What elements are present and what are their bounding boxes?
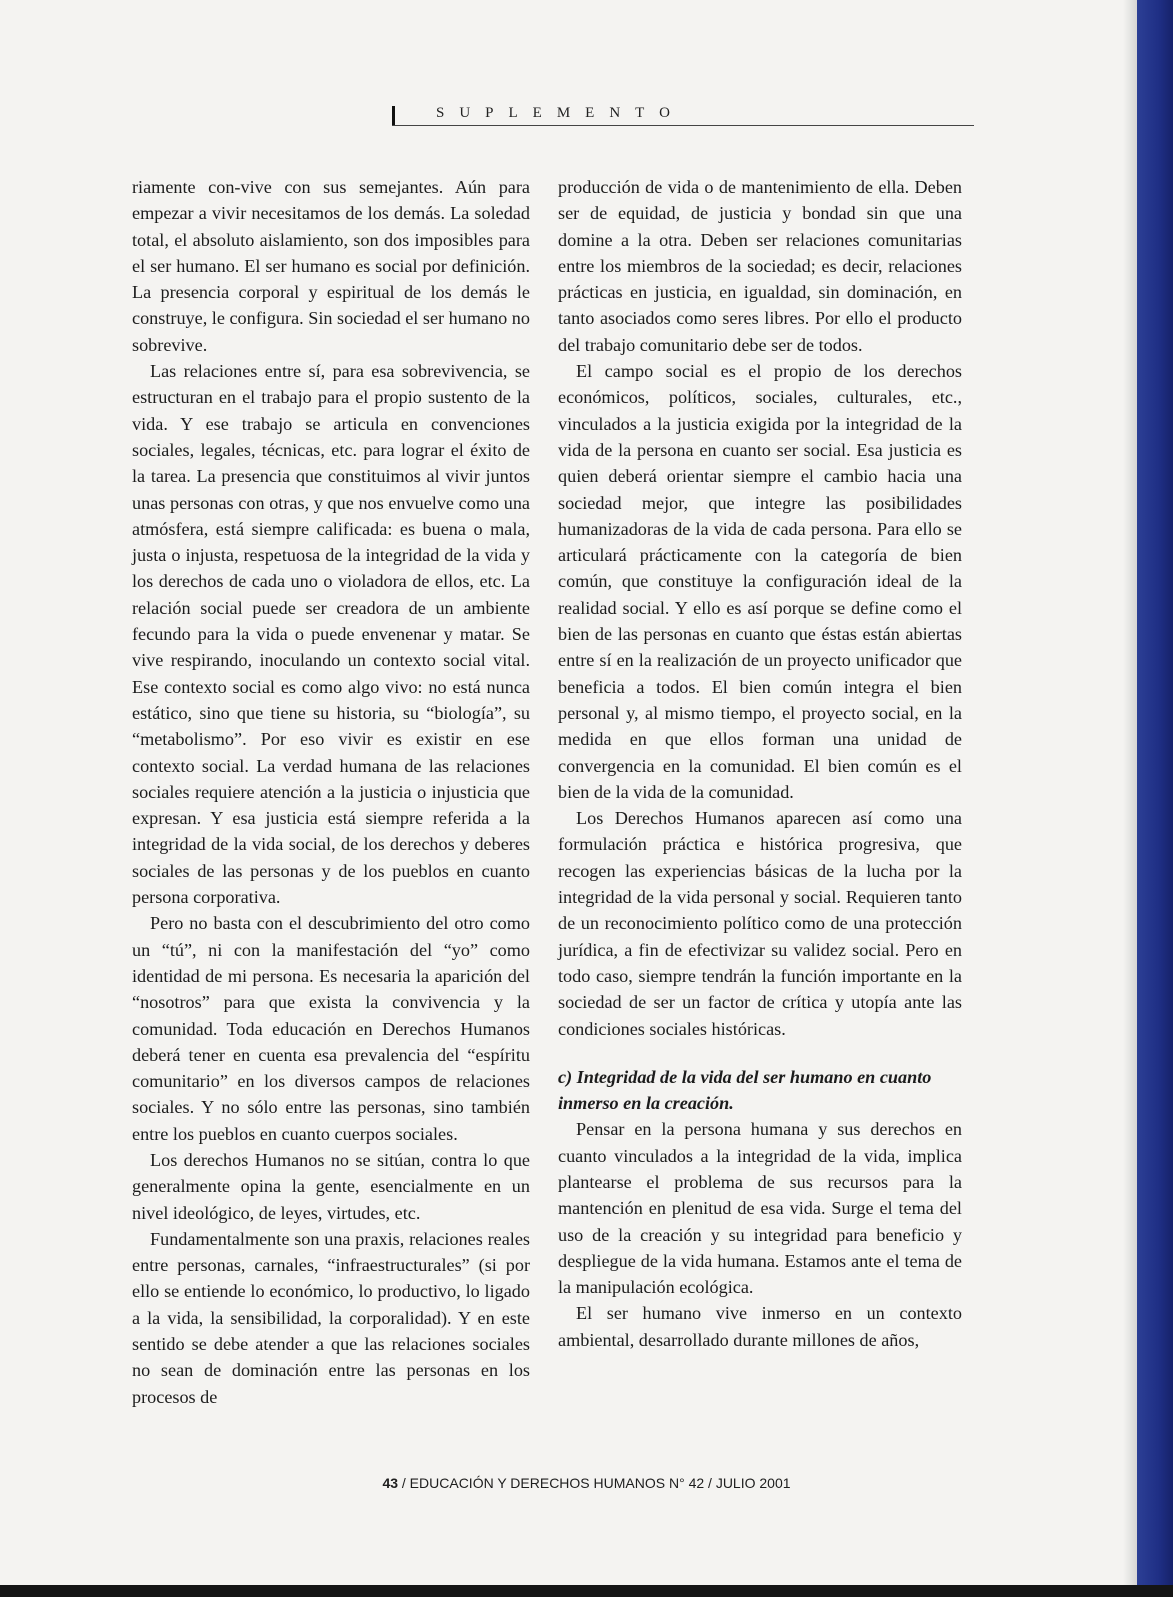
right-column bbox=[558, 174, 962, 1353]
paragraph: Los derechos Humanos no se sitúan, contra lo que generalmente opina la gente, esencialmente en un nivel ideológico, de leyes, virtudes, etc. bbox=[132, 1149, 530, 1223]
page-shadow bbox=[1123, 0, 1137, 1597]
header-rule bbox=[392, 125, 974, 126]
section-label: SUPLEMENTO bbox=[436, 105, 685, 121]
left-column bbox=[132, 174, 530, 1410]
paragraph: Pensar en la persona humana y sus derechos en cuanto vinculados a la integridad de la vida, implica plantearse el problema de sus recursos para la mantención en plenitud de esa vida. Surge el tema del uso de la creación y su integridad para beneficio y despliegue de la vida humana. Estamos ante el tema de la manipulación ecológica. bbox=[558, 1119, 962, 1298]
paragraph: El campo social es el propio de los derechos económicos, políticos, sociales, culturales, etc., vinculados a la justicia exigida por la integridad de la vida de la persona en cuanto ser social. Esa justicia es quien deberá orientar siempre el cambio hacia una sociedad mejor, que integre las posibilidades humanizadoras de la vida de cada persona. Para ello se articulará prácticamente con la categoría de bien común, que constituye la configuración ideal de la realidad social. Y ello es así porque se define como el bien de las personas en cuanto que éstas están abiertas entre sí en la realización de un proyecto unificador que beneficia a todos. El bien común integra el bien personal y, al mismo tiempo, el proyecto social, en la medida en que ellos forman una unidad de convergencia en la comunidad. El bien común es el bien de la vida de la comunidad. bbox=[558, 361, 962, 802]
running-header bbox=[392, 104, 974, 128]
scan-bottom-edge bbox=[0, 1585, 1173, 1597]
paragraph: Fundamentalmente son una praxis, relaciones reales entre personas, carnales, “infraestructurales” (si por ello se entiende lo económico, lo productivo, lo ligado a la vida, la sensibilidad, la corporalidad). Y en este sentido se debe atender a que las relaciones sociales no sean de dominación entre las personas en los procesos de bbox=[132, 1228, 530, 1407]
paragraph: riamente con-vive con sus semejantes. Aún para empezar a vivir necesitamos de los demás. La soledad total, el absoluto aislamiento, son dos imposibles para el ser humano. El ser humano es social por definición. La presencia corporal y espiritual de los demás le construye, le configura. Sin sociedad el ser humano no sobrevive. bbox=[132, 177, 530, 355]
section-heading: c) Integridad de la vida del ser humano en cuanto inmerso en la creación. bbox=[558, 1066, 932, 1114]
page-edge bbox=[1137, 0, 1173, 1597]
paragraph: Los Derechos Humanos aparecen así como una formulación práctica e histórica progresiva, que recogen las experiencias básicas de la lucha por la integridad de la vida personal y social. Requieren tanto de un reconocimiento político como de una protección jurídica, a fin de efectivizar su validez social. Pero en todo caso, siempre tendrán la función importante en la sociedad de ser un factor de crítica y utopía ante las condiciones sociales históricas. bbox=[558, 808, 962, 1039]
paragraph: El ser humano vive inmerso en un contexto ambiental, desarrollado durante millones de años, bbox=[558, 1303, 962, 1350]
paragraph: Las relaciones entre sí, para esa sobrevivencia, se estructuran en el trabajo para el propio sustento de la vida. Y ese trabajo se articula en convenciones sociales, legales, técnicas, etc. para lograr el éxito de la tarea. La presencia que constituimos al vivir juntos unas personas con otras, y que nos envuelve como una atmósfera, está siempre calificada: es buena o mala, justa o injusta, respetuosa de la integridad de la vida y los derechos de cada uno o violadora de ellos, etc. La relación social puede ser creadora de un ambiente fecundo para la vida o puede envenenar y matar. Se vive respirando, inoculando un contexto social vital. Ese contexto social es como algo vivo: no está nunca estático, sino que tiene su historia, su “biología”, su “metabolismo”. Por eso vivir es existir en ese contexto social. La verdad humana de las relaciones sociales requiere atención a la justicia o injusticia que expresan. Y esa justicia está siempre referida a la integridad de la vida social, de los derechos y deberes sociales de las personas y de los pueblos en cuanto persona corporativa. bbox=[132, 361, 530, 908]
page-number: 43 bbox=[382, 1475, 399, 1491]
publication-info: / EDUCACIÓN Y DERECHOS HUMANOS N° 42 / JULIO 2001 bbox=[398, 1475, 791, 1491]
paragraph: producción de vida o de mantenimiento de ella. Deben ser de equidad, de justicia y bondad sin que una domine a la otra. Deben ser relaciones comunitarias entre los miembros de la sociedad; es decir, relaciones prácticas en justicia, en igualdad, sin dominación, en tanto asociados como seres libres. Por ello el producto del trabajo comunitario debe ser de todos. bbox=[558, 177, 962, 355]
page-footer bbox=[0, 1475, 1173, 1491]
paragraph: Pero no basta con el descubrimiento del otro como un “tú”, ni con la manifestación del “yo” como identidad de mi persona. Es necesaria la aparición del “nosotros” para que exista la convivencia y la comunidad. Toda educación en Derechos Humanos deberá tener en cuenta esa prevalencia del “espíritu comunitario” en los diversos campos de relaciones sociales. Y no sólo entre las personas, sino también entre los pueblos en cuanto cuerpos sociales. bbox=[132, 913, 530, 1144]
header-bar bbox=[392, 106, 395, 126]
